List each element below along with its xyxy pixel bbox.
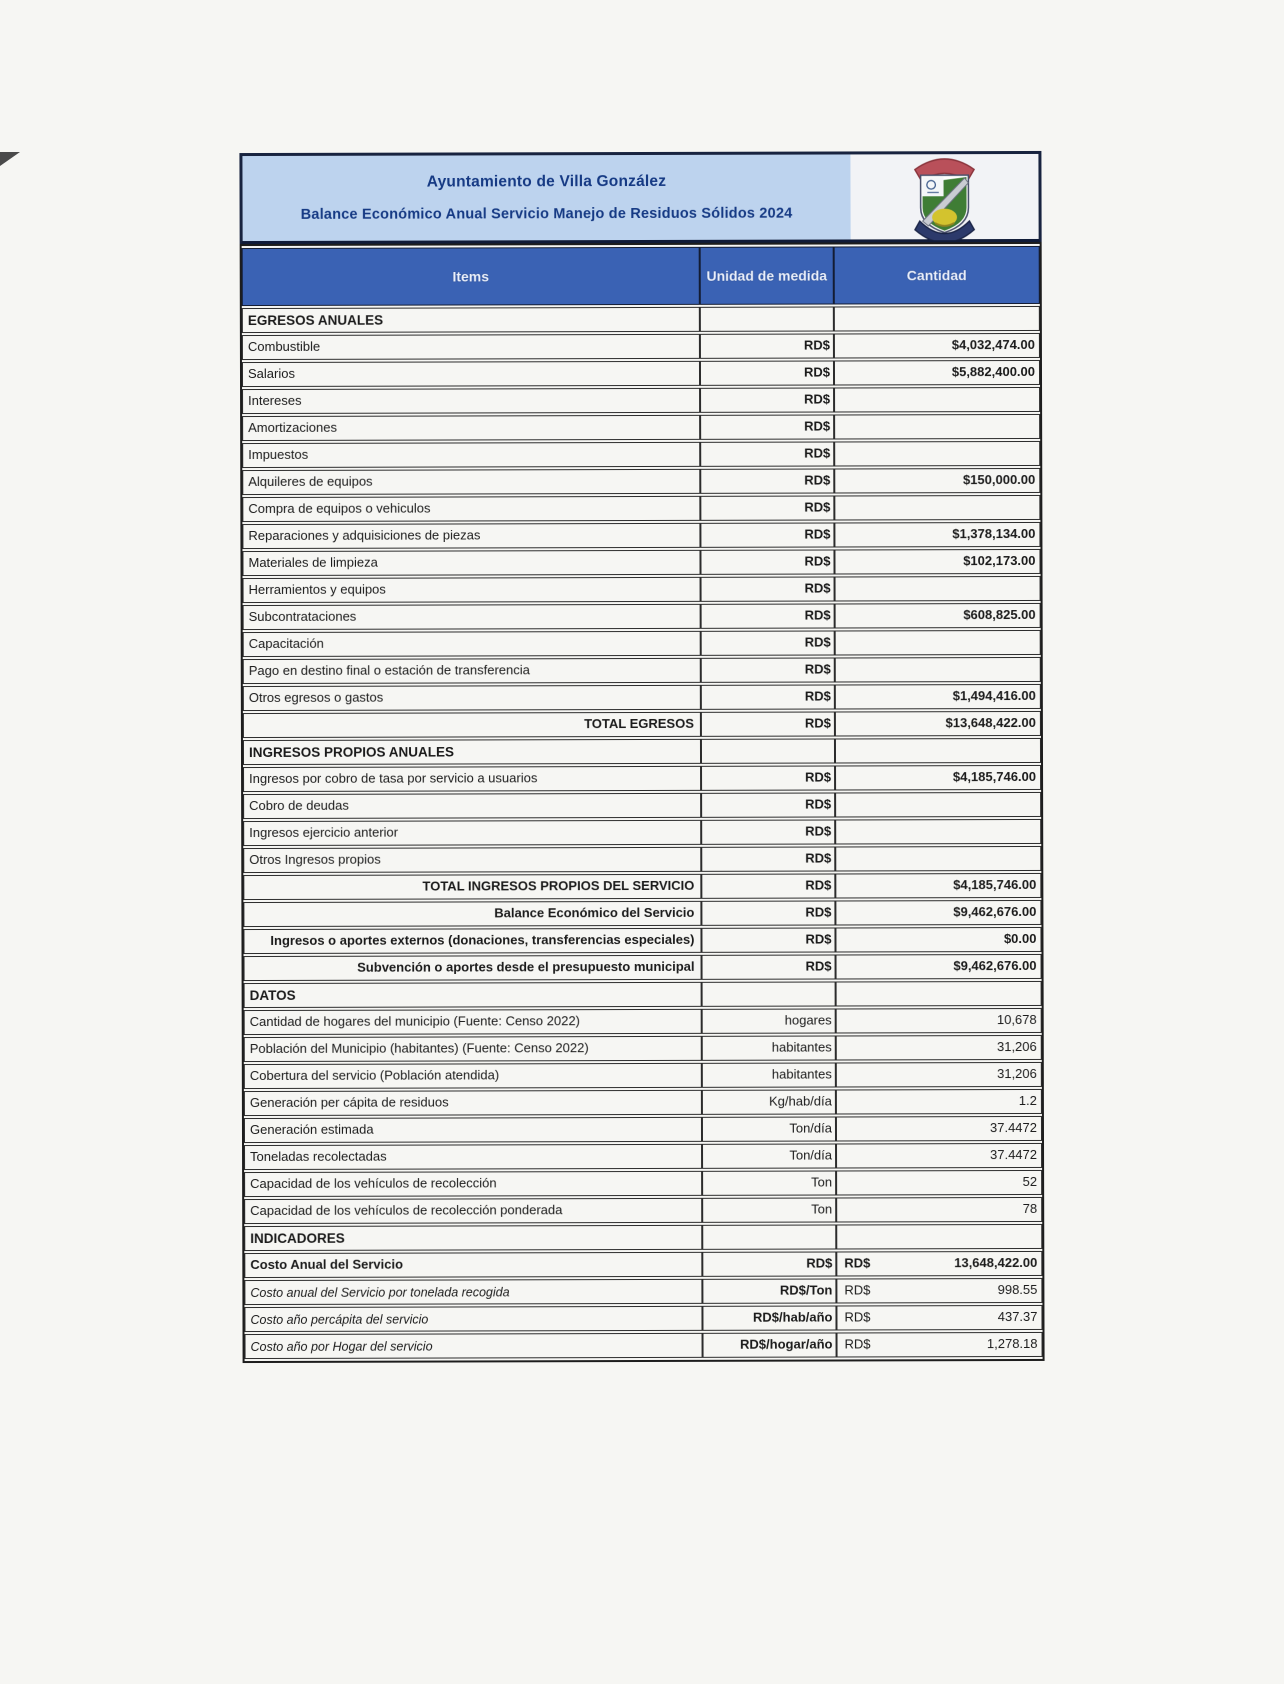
unit-cell: RD$	[700, 441, 834, 466]
unit-cell: RD$	[701, 846, 835, 871]
item-cell: Costo Anual del Servicio	[244, 1252, 702, 1278]
item-cell: Subcontrataciones	[243, 604, 701, 630]
unit-cell: RD$	[700, 387, 834, 412]
unit-cell	[701, 738, 835, 763]
item-cell: Población del Municipio (habitantes) (Fuente: Censo 2022)	[244, 1036, 702, 1062]
table-row	[243, 792, 1041, 819]
table-row	[243, 576, 1041, 603]
column-header-items: Items	[242, 247, 700, 306]
table-row	[243, 900, 1041, 927]
qty-cell	[835, 819, 1041, 845]
item-cell: Herramientos y equipos	[243, 577, 701, 603]
qty-cell: 1.2	[836, 1089, 1042, 1115]
table-row	[242, 441, 1040, 468]
qty-cell: $1,494,416.00	[835, 684, 1041, 710]
qty-cell	[834, 306, 1040, 332]
table-row	[242, 522, 1040, 549]
scanned-document	[239, 151, 1044, 1363]
qty-cell	[835, 657, 1041, 683]
qty-cell: $102,173.00	[834, 549, 1040, 575]
qty-cell	[835, 630, 1041, 656]
qty-value: 437.37	[997, 1309, 1038, 1325]
item-cell: Costo anual del Servicio por tonelada recogida	[244, 1279, 702, 1305]
unit-cell: Ton/día	[702, 1116, 836, 1141]
column-header-row	[242, 246, 1040, 306]
table-row	[244, 1062, 1042, 1089]
item-cell: Costo año percápita del servicio	[244, 1306, 702, 1332]
qty-cell	[835, 738, 1041, 764]
table-row	[244, 954, 1042, 981]
table-row	[244, 1008, 1042, 1035]
column-header-qty: Cantidad	[834, 246, 1040, 305]
item-cell: Generación estimada	[244, 1117, 702, 1143]
unit-cell: RD$	[701, 603, 835, 628]
table-row	[242, 414, 1040, 441]
unit-cell: RD$	[701, 657, 835, 682]
table-row	[242, 468, 1040, 495]
unit-cell: RD$	[700, 468, 834, 493]
item-cell: Amortizaciones	[242, 415, 700, 441]
item-cell: Otros egresos o gastos	[243, 685, 701, 711]
table-row	[243, 630, 1041, 657]
organization-title: Ayuntamiento de Villa González	[426, 173, 667, 191]
unit-cell	[702, 1224, 836, 1249]
unit-cell: habitantes	[702, 1062, 836, 1087]
unit-cell: RD$	[701, 765, 835, 790]
qty-value: 998.55	[997, 1282, 1038, 1298]
table-body	[242, 306, 1043, 1359]
title-block	[242, 154, 850, 241]
table-row	[244, 1251, 1042, 1278]
table-row	[243, 711, 1041, 738]
item-cell: Cobertura del servicio (Población atendida)	[244, 1063, 702, 1089]
municipal-crest-icon	[905, 154, 983, 240]
qty-cell	[835, 576, 1041, 602]
logo-cell	[850, 154, 1038, 239]
qty-cell: $4,185,746.00	[835, 873, 1041, 899]
currency-prefix: RD$	[844, 1255, 871, 1271]
qty-cell	[834, 387, 1040, 413]
item-cell: Ingresos ejercicio anterior	[243, 820, 701, 846]
qty-cell: 37.4472	[836, 1143, 1042, 1169]
qty-cell	[834, 495, 1040, 521]
item-cell: Alquileres de equipos	[242, 469, 700, 495]
table-row	[243, 603, 1041, 630]
document-title: Balance Económico Anual Servicio Manejo de Residuos Sólidos 2024	[300, 205, 793, 223]
currency-prefix: RD$	[844, 1282, 871, 1298]
item-cell: Toneladas recolectadas	[244, 1144, 702, 1170]
table-row	[244, 1224, 1042, 1251]
item-cell: Materiales de limpieza	[242, 550, 700, 576]
table-row	[243, 765, 1041, 792]
table-row	[243, 927, 1041, 954]
qty-cell: $608,825.00	[835, 603, 1041, 629]
item-cell: Salarios	[242, 361, 700, 387]
unit-cell	[700, 306, 834, 331]
table-row	[245, 1332, 1043, 1359]
item-cell: Otros Ingresos propios	[243, 847, 701, 873]
table-row	[244, 1305, 1042, 1332]
item-cell: Generación per cápita de residuos	[244, 1090, 702, 1116]
qty-cell: $0.00	[835, 927, 1041, 953]
qty-cell: $9,462,676.00	[835, 900, 1041, 926]
unit-cell: RD$	[701, 684, 835, 709]
table-row	[244, 1278, 1042, 1305]
qty-cell	[834, 441, 1040, 467]
item-cell: Intereses	[242, 388, 700, 414]
table-row	[244, 1116, 1042, 1143]
qty-cell	[834, 414, 1040, 440]
unit-cell: RD$	[701, 927, 835, 952]
table-row	[244, 1089, 1042, 1116]
unit-cell: Ton	[702, 1170, 836, 1195]
unit-cell: RD$	[700, 333, 834, 358]
item-cell: Ingresos o aportes externos (donaciones, transferencias especiales)	[243, 928, 701, 954]
qty-value: 1,278.18	[986, 1336, 1038, 1352]
qty-value: 13,648,422.00	[954, 1255, 1038, 1271]
unit-cell: habitantes	[702, 1035, 836, 1060]
item-cell: Capacitación	[243, 631, 701, 657]
balance-table	[240, 242, 1045, 1363]
unit-cell: RD$	[701, 900, 835, 925]
qty-cell	[836, 1278, 1042, 1304]
unit-cell: RD$/Ton	[702, 1278, 836, 1303]
qty-cell: $4,032,474.00	[834, 333, 1040, 359]
item-cell: Costo año por Hogar del servicio	[245, 1333, 703, 1359]
item-cell: TOTAL EGRESOS	[243, 712, 701, 738]
table-row	[242, 495, 1040, 522]
qty-cell: $5,882,400.00	[834, 360, 1040, 386]
qty-cell: 10,678	[836, 1008, 1042, 1034]
unit-cell: hogares	[702, 1008, 836, 1033]
unit-cell: RD$	[701, 576, 835, 601]
unit-cell	[702, 981, 836, 1006]
unit-cell: RD$	[701, 819, 835, 844]
table-row	[242, 360, 1040, 387]
qty-cell	[836, 1251, 1042, 1277]
item-cell: Subvención o aportes desde el presupuesto municipal	[244, 955, 702, 981]
qty-cell: 52	[836, 1170, 1042, 1196]
item-cell: Ingresos por cobro de tasa por servicio a usuarios	[243, 766, 701, 792]
item-cell: Reparaciones y adquisiciones de piezas	[242, 523, 700, 549]
qty-cell: $1,378,134.00	[834, 522, 1040, 548]
table-row	[244, 981, 1042, 1008]
qty-cell: $150,000.00	[834, 468, 1040, 494]
qty-cell	[836, 1305, 1042, 1331]
item-cell: DATOS	[244, 982, 702, 1008]
item-cell: Compra de equipos o vehiculos	[242, 496, 700, 522]
qty-cell: 31,206	[836, 1035, 1042, 1061]
unit-cell: RD$/hab/año	[702, 1305, 836, 1330]
unit-cell: RD$	[700, 522, 834, 547]
scan-corner-artifact	[0, 152, 20, 166]
table-row	[242, 387, 1040, 414]
table-row	[242, 333, 1040, 360]
currency-prefix: RD$	[844, 1336, 871, 1352]
unit-cell: RD$	[701, 873, 835, 898]
unit-cell: Ton/día	[702, 1143, 836, 1168]
qty-cell: 37.4472	[836, 1116, 1042, 1142]
table-row	[243, 819, 1041, 846]
unit-cell: RD$	[700, 414, 834, 439]
item-cell: Impuestos	[242, 442, 700, 468]
unit-cell: Kg/hab/día	[702, 1089, 836, 1114]
table-row	[244, 1170, 1042, 1197]
item-cell: Cobro de deudas	[243, 793, 701, 819]
qty-cell	[837, 1332, 1043, 1358]
item-cell: Balance Económico del Servicio	[243, 901, 701, 927]
table-row	[243, 738, 1041, 765]
item-cell: INDICADORES	[244, 1225, 702, 1251]
table-row	[244, 1143, 1042, 1170]
unit-cell: RD$	[700, 360, 834, 385]
unit-cell: RD$	[700, 549, 834, 574]
unit-cell: RD$	[702, 1251, 836, 1276]
qty-cell: $4,185,746.00	[835, 765, 1041, 791]
table-row	[243, 846, 1041, 873]
qty-cell	[836, 1224, 1042, 1250]
qty-cell	[835, 792, 1041, 818]
item-cell: Capacidad de los vehículos de recolección ponderada	[244, 1198, 702, 1224]
unit-cell: RD$	[702, 954, 836, 979]
table-row	[243, 657, 1041, 684]
item-cell: Capacidad de los vehículos de recolección	[244, 1171, 702, 1197]
qty-cell: 31,206	[836, 1062, 1042, 1088]
qty-cell: $9,462,676.00	[836, 954, 1042, 980]
unit-cell: Ton	[702, 1197, 836, 1222]
qty-cell	[835, 846, 1041, 872]
item-cell: Combustible	[242, 334, 700, 360]
unit-cell: RD$	[700, 495, 834, 520]
unit-cell: RD$/hogar/año	[703, 1332, 837, 1357]
table-row	[243, 684, 1041, 711]
unit-cell: RD$	[701, 630, 835, 655]
unit-cell: RD$	[701, 711, 835, 736]
item-cell: EGRESOS ANUALES	[242, 307, 700, 333]
qty-cell	[836, 981, 1042, 1007]
table-row	[244, 1035, 1042, 1062]
table-row	[242, 549, 1040, 576]
unit-cell: RD$	[701, 792, 835, 817]
item-cell: TOTAL INGRESOS PROPIOS DEL SERVICIO	[243, 874, 701, 900]
qty-cell: $13,648,422.00	[835, 711, 1041, 737]
table-row	[243, 873, 1041, 900]
qty-cell: 78	[836, 1197, 1042, 1223]
item-cell: Pago en destino final o estación de transferencia	[243, 658, 701, 684]
table-row	[244, 1197, 1042, 1224]
currency-prefix: RD$	[844, 1309, 871, 1325]
table-row	[242, 306, 1040, 333]
item-cell: INGRESOS PROPIOS ANUALES	[243, 739, 701, 765]
item-cell: Cantidad de hogares del municipio (Fuente: Censo 2022)	[244, 1009, 702, 1035]
document-header	[239, 151, 1041, 246]
column-header-unit: Unidad de medida	[700, 246, 834, 304]
